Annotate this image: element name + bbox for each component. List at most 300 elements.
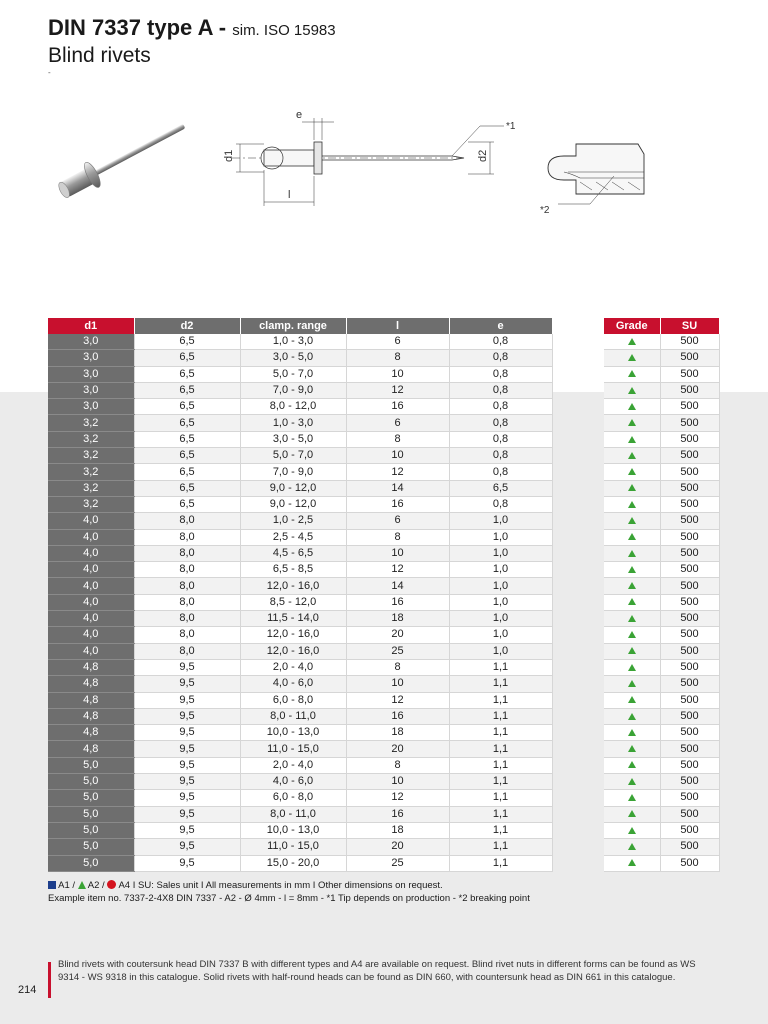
cell-e: 1,0 [449,627,552,643]
table-row [48,839,552,855]
table-row [48,774,552,790]
cell-grade [604,350,660,366]
cell-l: 25 [346,643,449,659]
legend [48,879,530,905]
cell-grade [604,562,660,578]
cell-clamp-range: 4,0 - 6,0 [240,676,346,692]
cell-su: 500 [660,431,719,447]
cell-l: 12 [346,464,449,480]
side-table-row [604,545,719,561]
a2-grade-triangle-icon [628,745,636,752]
cell-grade [604,334,660,350]
cell-d2: 6,5 [134,382,240,398]
cell-grade [604,790,660,806]
legend-example: Example item no. 7337-2-4X8 DIN 7337 - A2 - Ø 4mm - l = 8mm - *1 Tip depends on production - *2 breaking point [48,893,530,904]
legend-info: I SU: Sales unit I All measurements in mm I Other dimensions on request. [130,880,443,891]
side-table-row [604,790,719,806]
cell-d1: 3,0 [48,382,134,398]
cell-su: 500 [660,334,719,350]
cell-grade [604,529,660,545]
cell-su: 500 [660,496,719,512]
cell-d2: 8,0 [134,611,240,627]
cell-d2: 9,5 [134,659,240,675]
cell-d2: 9,5 [134,725,240,741]
cell-su: 500 [660,382,719,398]
cell-l: 18 [346,822,449,838]
cell-su: 500 [660,578,719,594]
table-row [48,399,552,415]
legend-sep-1: / [69,880,78,891]
cell-su: 500 [660,399,719,415]
a2-grade-triangle-icon [628,598,636,605]
cell-d2: 6,5 [134,431,240,447]
cell-d2: 8,0 [134,545,240,561]
cell-l: 6 [346,415,449,431]
cell-su: 500 [660,659,719,675]
a2-grade-triangle-icon [628,370,636,377]
breaking-point-drawing [534,130,654,220]
cell-clamp-range: 12,0 - 16,0 [240,643,346,659]
cell-clamp-range: 7,0 - 9,0 [240,464,346,480]
side-table-row [604,382,719,398]
cell-grade [604,578,660,594]
dim-d1-label: d1 [223,149,235,162]
legend-a4: A4 [118,880,131,891]
a2-grade-triangle-icon [628,680,636,687]
cell-d2: 8,0 [134,643,240,659]
side-table-row [604,464,719,480]
cell-e: 6,5 [449,480,552,496]
cell-grade [604,676,660,692]
cell-e: 1,1 [449,790,552,806]
cell-d1: 3,2 [48,431,134,447]
cell-grade [604,757,660,773]
cell-d2: 6,5 [134,350,240,366]
dim-d2-label: d2 [477,149,489,162]
cell-e: 0,8 [449,366,552,382]
side-table-row [604,839,719,855]
cell-clamp-range: 12,0 - 16,0 [240,578,346,594]
cell-l: 14 [346,578,449,594]
cell-e: 1,1 [449,806,552,822]
legend-line-1 [48,879,530,892]
cell-su: 500 [660,676,719,692]
cell-e: 0,8 [449,464,552,480]
side-table-row [604,578,719,594]
table-row [48,822,552,838]
cell-clamp-range: 6,5 - 8,5 [240,562,346,578]
side-table-row [604,855,719,871]
a2-triangle-icon [78,881,86,889]
side-table-row [604,725,719,741]
cell-su: 500 [660,480,719,496]
cell-l: 20 [346,839,449,855]
col-header-e: e [449,318,552,334]
cell-clamp-range: 11,0 - 15,0 [240,741,346,757]
table-row [48,334,552,350]
cell-d1: 5,0 [48,757,134,773]
cell-e: 1,1 [449,757,552,773]
title-sim: sim. ISO 15983 [232,22,336,39]
cell-su: 500 [660,643,719,659]
a2-grade-triangle-icon [628,484,636,491]
cell-grade [604,448,660,464]
rivet-product-image [44,118,196,208]
cell-clamp-range: 1,0 - 3,0 [240,334,346,350]
col-header-su: SU [660,318,719,334]
cell-l: 12 [346,692,449,708]
cell-d2: 6,5 [134,480,240,496]
a2-grade-triangle-icon [628,533,636,540]
cell-d2: 6,5 [134,399,240,415]
cell-l: 16 [346,399,449,415]
grade-su-table [604,318,720,872]
cell-clamp-range: 3,0 - 5,0 [240,350,346,366]
cell-d1: 4,0 [48,643,134,659]
cell-d1: 4,0 [48,578,134,594]
cell-d1: 4,8 [48,725,134,741]
side-table-row [604,334,719,350]
cell-e: 1,1 [449,741,552,757]
cell-d2: 8,0 [134,562,240,578]
a2-grade-triangle-icon [628,436,636,443]
cell-clamp-range: 5,0 - 7,0 [240,366,346,382]
a2-grade-triangle-icon [628,338,636,345]
table-row [48,382,552,398]
cell-d2: 8,0 [134,627,240,643]
cell-clamp-range: 12,0 - 16,0 [240,627,346,643]
cell-clamp-range: 4,5 - 6,5 [240,545,346,561]
cell-d1: 4,0 [48,611,134,627]
a2-grade-triangle-icon [628,713,636,720]
table-row [48,806,552,822]
cell-su: 500 [660,350,719,366]
cell-clamp-range: 11,0 - 15,0 [240,839,346,855]
cell-e: 1,0 [449,545,552,561]
cell-grade [604,774,660,790]
cell-su: 500 [660,562,719,578]
cell-e: 0,8 [449,399,552,415]
cell-d1: 3,2 [48,480,134,496]
table-header-row [48,318,552,334]
cell-su: 500 [660,611,719,627]
cell-e: 1,1 [449,708,552,724]
cell-e: 1,1 [449,659,552,675]
cell-l: 14 [346,480,449,496]
side-table-row [604,562,719,578]
page-number: 214 [18,984,37,996]
cell-l: 10 [346,676,449,692]
cell-grade [604,415,660,431]
cell-e: 1,1 [449,774,552,790]
a2-grade-triangle-icon [628,778,636,785]
cell-grade [604,741,660,757]
table-row [48,692,552,708]
side-header-row [604,318,719,334]
a2-grade-triangle-icon [628,696,636,703]
cell-d2: 6,5 [134,415,240,431]
cell-su: 500 [660,790,719,806]
cell-clamp-range: 8,0 - 12,0 [240,399,346,415]
cell-clamp-range: 8,5 - 12,0 [240,594,346,610]
cell-l: 8 [346,431,449,447]
a2-grade-triangle-icon [628,387,636,394]
cell-su: 500 [660,692,719,708]
cell-d1: 4,8 [48,692,134,708]
cell-l: 16 [346,806,449,822]
cell-su: 500 [660,725,719,741]
side-table-row [604,611,719,627]
a2-grade-triangle-icon [628,354,636,361]
side-table-row [604,741,719,757]
cell-su: 500 [660,627,719,643]
table-row [48,415,552,431]
cell-grade [604,366,660,382]
col-header-grade: Grade [604,318,660,334]
cell-d1: 3,0 [48,334,134,350]
page-subtitle: Blind rivets [48,44,151,67]
cell-l: 10 [346,545,449,561]
table-row [48,578,552,594]
side-table-row [604,757,719,773]
cell-d2: 9,5 [134,790,240,806]
cell-clamp-range: 10,0 - 13,0 [240,725,346,741]
cell-d2: 9,5 [134,774,240,790]
cell-d1: 4,0 [48,545,134,561]
cell-l: 10 [346,448,449,464]
table-row [48,513,552,529]
side-table-row [604,627,719,643]
side-table-row [604,448,719,464]
side-table-row [604,692,719,708]
a2-grade-triangle-icon [628,468,636,475]
a2-grade-triangle-icon [628,550,636,557]
cell-su: 500 [660,366,719,382]
dimension-table-body [48,334,552,871]
cell-d2: 6,5 [134,334,240,350]
side-table-row [604,594,719,610]
col-header-clamp-range: clamp. range [240,318,346,334]
a2-grade-triangle-icon [628,615,636,622]
cell-su: 500 [660,513,719,529]
cell-d2: 9,5 [134,757,240,773]
cell-l: 12 [346,382,449,398]
legend-a1: A1 [58,880,70,891]
cell-clamp-range: 1,0 - 3,0 [240,415,346,431]
cell-e: 0,8 [449,350,552,366]
legend-a2: A2 [87,880,100,891]
table-row [48,529,552,545]
cell-clamp-range: 2,0 - 4,0 [240,659,346,675]
cell-d1: 4,0 [48,627,134,643]
table-row [48,350,552,366]
cell-d2: 9,5 [134,822,240,838]
cell-su: 500 [660,822,719,838]
cell-d1: 3,2 [48,448,134,464]
cell-su: 500 [660,741,719,757]
side-table-row [604,350,719,366]
cell-e: 1,0 [449,529,552,545]
cell-l: 8 [346,350,449,366]
cell-su: 500 [660,839,719,855]
table-row [48,757,552,773]
side-table-row [604,399,719,415]
table-row [48,366,552,382]
cell-e: 1,1 [449,676,552,692]
a2-grade-triangle-icon [628,664,636,671]
a2-grade-triangle-icon [628,843,636,850]
cell-d1: 4,0 [48,594,134,610]
cell-grade [604,545,660,561]
table-row [48,480,552,496]
legend-sep-2: / [99,880,108,891]
cell-d2: 6,5 [134,464,240,480]
cell-l: 10 [346,774,449,790]
footnote-text: Blind rivets with coutersunk head DIN 7337 B with different types and A4 are available on request. Blind rivet nuts in different forms can be found as WS 9314 - WS 9318 in this catalogue. Solid rivets with half-round heads can be found as DIN 660, with countersunk head as DIN 661 in this catalogue. [58,959,696,983]
cell-d1: 4,0 [48,529,134,545]
table-row [48,562,552,578]
cell-clamp-range: 6,0 - 8,0 [240,790,346,806]
side-table-row [604,496,719,512]
cell-d2: 9,5 [134,806,240,822]
cell-d2: 6,5 [134,496,240,512]
cell-d1: 4,8 [48,708,134,724]
table-row [48,725,552,741]
cell-l: 10 [346,366,449,382]
cell-su: 500 [660,529,719,545]
a1-square-icon [48,881,56,889]
cell-e: 1,0 [449,643,552,659]
cell-d2: 9,5 [134,692,240,708]
cell-e: 0,8 [449,415,552,431]
side-table-row [604,822,719,838]
cell-clamp-range: 6,0 - 8,0 [240,692,346,708]
table-row [48,790,552,806]
side-table-row [604,415,719,431]
cell-l: 18 [346,725,449,741]
cell-d1: 3,0 [48,350,134,366]
cell-clamp-range: 7,0 - 9,0 [240,382,346,398]
cell-su: 500 [660,594,719,610]
table-row [48,855,552,871]
cell-grade [604,806,660,822]
a2-grade-triangle-icon [628,794,636,801]
cell-su: 500 [660,545,719,561]
a2-grade-triangle-icon [628,582,636,589]
cell-l: 16 [346,594,449,610]
a2-grade-triangle-icon [628,452,636,459]
cell-e: 1,1 [449,855,552,871]
cell-clamp-range: 10,0 - 13,0 [240,822,346,838]
cell-d2: 8,0 [134,529,240,545]
cell-l: 12 [346,790,449,806]
cell-su: 500 [660,806,719,822]
a2-grade-triangle-icon [628,647,636,654]
cell-d1: 5,0 [48,790,134,806]
cell-e: 0,8 [449,382,552,398]
note1-label: *1 [506,121,516,132]
cell-l: 6 [346,513,449,529]
a2-grade-triangle-icon [628,859,636,866]
cell-d1: 4,8 [48,659,134,675]
cell-e: 1,0 [449,594,552,610]
side-table-row [604,643,719,659]
side-table-row [604,708,719,724]
cell-clamp-range: 4,0 - 6,0 [240,774,346,790]
cell-d2: 9,5 [134,708,240,724]
cell-d1: 5,0 [48,822,134,838]
cell-d1: 3,2 [48,464,134,480]
col-header-d2: d2 [134,318,240,334]
cell-grade [604,496,660,512]
cell-su: 500 [660,448,719,464]
cell-l: 18 [346,611,449,627]
cell-grade [604,594,660,610]
cell-clamp-range: 11,5 - 14,0 [240,611,346,627]
cell-su: 500 [660,464,719,480]
cell-l: 8 [346,529,449,545]
col-header-l: l [346,318,449,334]
cell-l: 6 [346,334,449,350]
a2-grade-triangle-icon [628,517,636,524]
cell-e: 1,1 [449,725,552,741]
a2-grade-triangle-icon [628,566,636,573]
cell-d2: 9,5 [134,741,240,757]
cell-grade [604,480,660,496]
a2-grade-triangle-icon [628,827,636,834]
table-row [48,643,552,659]
table-row [48,741,552,757]
footnote-accent-bar [48,962,51,998]
cell-l: 12 [346,562,449,578]
side-table-row [604,431,719,447]
cell-e: 1,0 [449,513,552,529]
cell-d2: 9,5 [134,855,240,871]
cell-clamp-range: 8,0 - 11,0 [240,806,346,822]
cell-d2: 9,5 [134,676,240,692]
table-row [48,464,552,480]
cell-d1: 3,0 [48,399,134,415]
a2-grade-triangle-icon [628,810,636,817]
cell-d1: 3,2 [48,415,134,431]
cell-e: 1,0 [449,562,552,578]
cell-e: 1,1 [449,692,552,708]
a2-grade-triangle-icon [628,419,636,426]
a4-circle-icon [107,880,116,889]
dim-l-label: l [288,189,291,201]
cell-l: 20 [346,627,449,643]
cell-grade [604,692,660,708]
cell-su: 500 [660,415,719,431]
cell-d2: 6,5 [134,448,240,464]
cell-clamp-range: 9,0 - 12,0 [240,496,346,512]
cell-e: 1,1 [449,839,552,855]
a2-grade-triangle-icon [628,631,636,638]
cell-su: 500 [660,774,719,790]
cell-d1: 4,0 [48,562,134,578]
cell-clamp-range: 9,0 - 12,0 [240,480,346,496]
cell-d2: 8,0 [134,578,240,594]
grade-su-table-body [604,334,719,871]
cell-grade [604,513,660,529]
cell-grade [604,611,660,627]
cell-e: 1,0 [449,611,552,627]
cell-l: 8 [346,659,449,675]
cell-d1: 4,8 [48,676,134,692]
table-row [48,708,552,724]
cell-grade [604,708,660,724]
cell-grade [604,464,660,480]
